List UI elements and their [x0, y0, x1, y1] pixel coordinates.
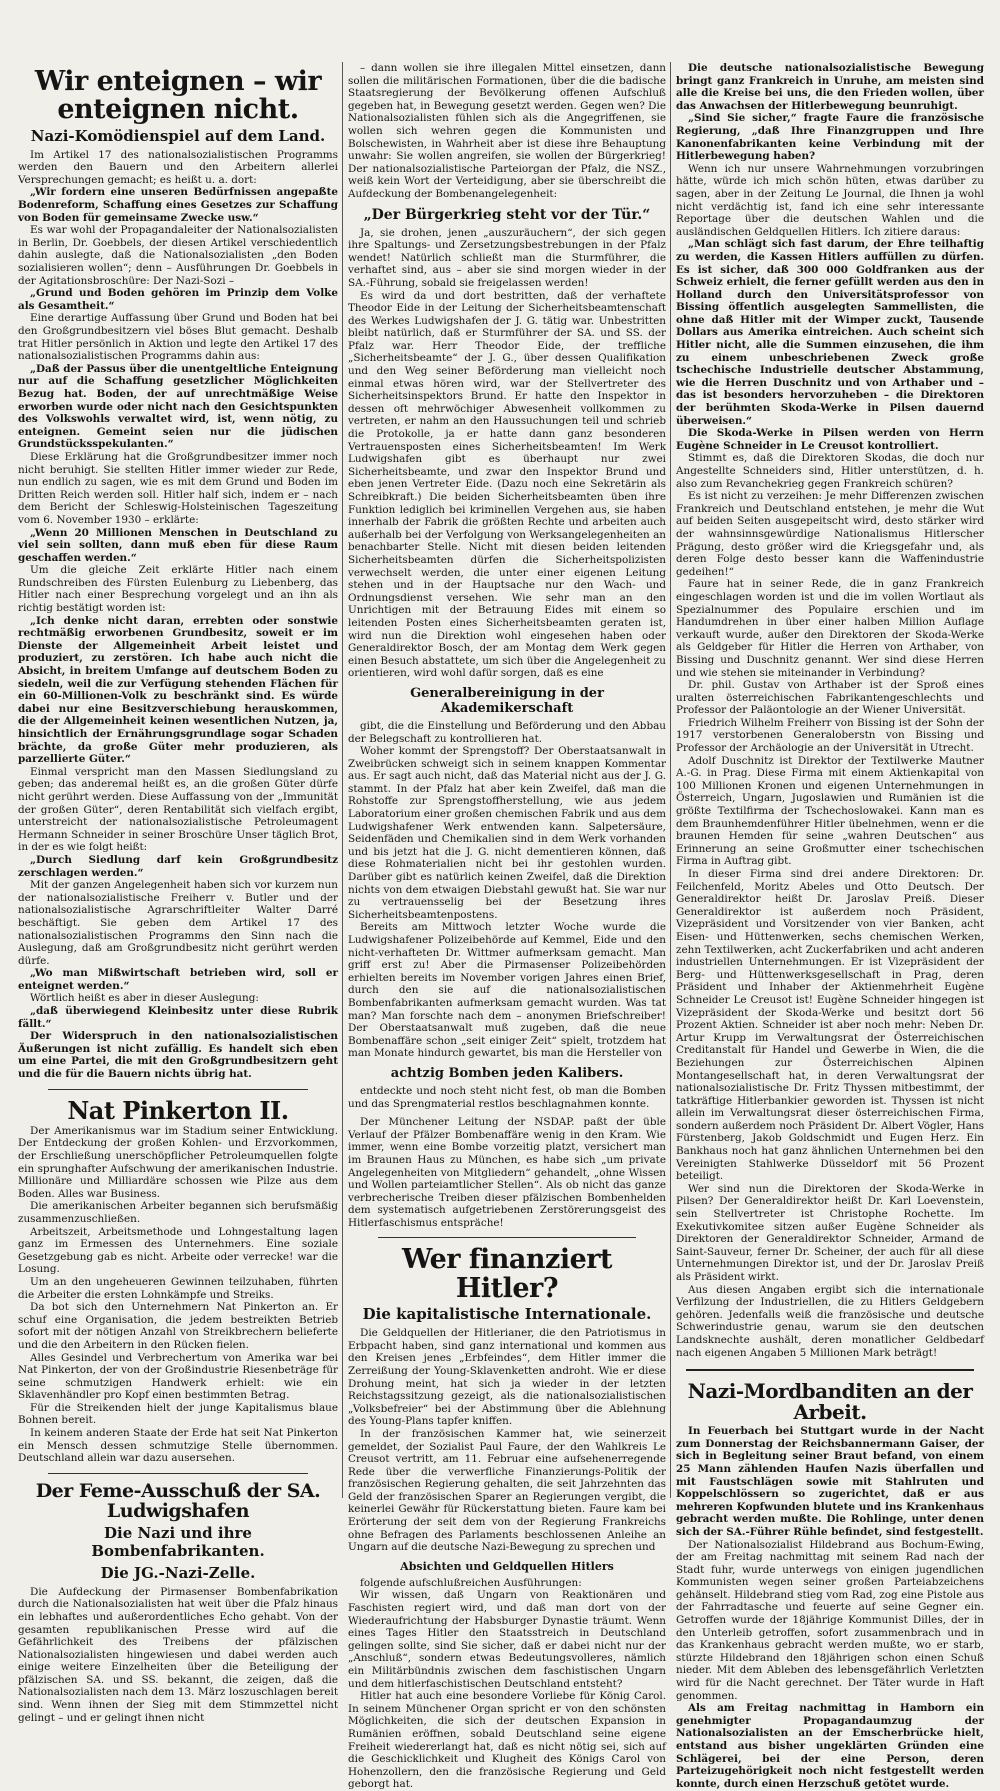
- paragraph: Adolf Duschnitz ist Direktor der Textilwerke Mautner A.-G. in Prag. Diese Firma mit einem Aktienkapital von 100 Millionen Kronen und eigenen Unternehmungen in Österreich, Ungarn, Jugoslawien und Rumänien ist die größte Textilfirma der Tschechoslowakei. Kann man es dem Braunhemdenführer Hitler übelnehmen, wenn er die braunen Hemden für seine „wahren Deutschen“ aus Erinnerung an seine Großmutter einer tschechischen Firma in Auftrag gibt.: [676, 754, 984, 868]
- quote: „daß überwiegend Kleinbesitz unter diese Rubrik fällt.“: [18, 1005, 338, 1030]
- article-subheadline: Die JG.-Nazi-Zelle.: [100, 1563, 256, 1582]
- paragraph: Für die Streikenden hielt der junge Kapitalismus blaue Bohnen bereit.: [18, 1401, 338, 1427]
- paragraph: Als am Freitag nachmittag in Hamborn ein genehmigter Propagandaumzug der Nationalsozialisten an der Emscherbrücke hielt, entstand aus bisher ungeklärten Gründen eine Schlägerei, bei der eine Person, deren Parteizugehörigkeit noch nicht festgestellt werden konnte, durch einen Herzschuß getötet wurde.: [676, 1702, 984, 1790]
- article-subheadline: Die Nazi und ihre Bombenfabrikanten.: [91, 1523, 265, 1560]
- paragraph: Die Aufdeckung der Pirmasenser Bombenfabrikation durch die Nationalsozialisten hat weit über die Pfalz hinaus ein lebhaftes und außerordentliches Echo gehabt. Von der gesamten republikanischen Presse wird auf die Gefährlichkeit des Treibens der pfälzischen Nationalsozialisten hingewiesen und dabei werden auch einige weitere Einzelheiten über die Beteiligung der pfälzischen SA. und SS. bekannt, die zeigen, daß die Nationalsozialisten nach dem 13. März loszuschlagen bereit sind. Wenn ihnen der Sieg mit dem Stimmzettel nicht gelingt – und er gelingt ihnen nicht: [18, 1585, 338, 1724]
- paragraph: Woher kommt der Sprengstoff? Der Oberstaatsanwalt in Zweibrücken schweigt sich in seinem knappen Kommentar aus. Er sagt auch nicht, daß das Material nicht aus der J. G. stammt. In der Pfalz hat aber kein Zweifel, daß man die Rohstoffe zur Sprengstoffherstellung, wie aus jedem Laboratorium einer großen chemischen Fabrik und aus dem Ludwigshafener Werk entwenden kann. Salpetersäure, Seidenfäden und Chemikalien sind in dem Werk vorhanden und bis jetzt hat die J. G. nicht dementieren können, daß diese Rohmaterialien nicht bei ihr gestohlen wurden. Darüber gibt es natürlich keinen Zweifel, daß die Direktion nichts von dem etwaigen Diebstahl gewußt hat. Sie war nur zu vertrauensselig bei der Besetzung ihres Sicherheitsbeamtenpostens.: [348, 745, 666, 921]
- paragraph: Wir wissen, daß Ungarn von Reaktionären und Faschisten regiert wird, und daß man dort von der Wiederaufrichtung der Habsburger Dynastie träumt. Wenn eines Tages Hitler den Staatsstreich in Deutschland gelingen sollte, sind Sie sicher, daß er dabei nicht nur der „Anschluß“, sondern etwas Bedeutungsvolleres, nämlich ein Militärbündnis zwischen dem faschistischen Ungarn und dem hitlerfaschistischen Deutschland entsteht?: [348, 1589, 666, 1690]
- paragraph: Der Widerspruch in den nationalsozialistischen Äußerungen ist nicht zufällig. Es handelt sich eben um eine Partei, die mit den Großgrundbesitzern geht und die für die Bauern nichts übrig hat.: [18, 1030, 338, 1081]
- paragraph: Der Nationalsozialist Hildebrand aus Bochum-Ewing, der am Freitag nachmittag mit seinem Rad nach der Stadt fuhr, wurde unterwegs von einigen jugendlichen Kommunisten wegen seiner großen Parteiabzeichens gehänselt. Hildebrand stieg vom Rad, zog eine Pistole aus der Fahrradtasche und feuerte auf seine Gegner ein. Getroffen wurde der 18jährige Kommunist Dilles, der in den Unterleib getroffen, sofort zusammenbrach und in das Krankenhaus gebracht werden mußte, wo er starb, stürzte Hildebrand den 18jährigen schon einen Schuß nieder. Mit dem Ableben des lebensgefährlich Verletzten wird für die Nacht gerechnet. Der Täter wurde in Haft genommen.: [676, 1538, 984, 1702]
- paragraph: Es war wohl der Propagandaleiter der Nationalsozialisten in Berlin, Dr. Goebbels, der diesen Artikel verschiedentlich dahin auslegte, daß die Nationalsozialisten „den Boden sozialisieren wollen“; denn – Ausführungen Dr. Goebbels in der Agitationsbroschüre: Der Nazi-Sozi –: [18, 224, 338, 287]
- paragraph: Wörtlich heißt es aber in dieser Auslegung:: [30, 992, 259, 1005]
- paragraph: Einmal verspricht man den Massen Siedlungsland zu geben; das anderemal heißt es, an die großen Güter dürfe nicht gerührt werden. Diese Auffassung von der „Immunität der großen Güter“, deren Rentabilität sich vielfach ergibt, unterstreicht der nationalsozialistische Petroleumagent Hermann Schneider in seiner Broschüre Unser täglich Brot, in der es wie folgt heißt:: [18, 765, 338, 854]
- column-3: [676, 62, 984, 1790]
- section-heading: Absichten und Geldquellen Hitlers: [400, 1559, 614, 1573]
- paragraph: Um die gleiche Zeit erklärte Hitler nach einem Rundschreiben des Fürsten Eulenburg zu Liebenberg, das Hitler nach einer Besprechung vorgelegt und an ihn als richtig bestätigt worden ist:: [18, 564, 338, 615]
- paragraph: In dieser Firma sind drei andere Direktoren: Dr. Feilchenfeld, Moritz Abeles und Otto Deutsch. Der Generaldirektor heißt Dr. Jaroslav Preiß. Dieser Generaldirektor ist außerdem noch Präsident, Vizepräsident und Vorsitzender von vier Banken, acht Eisen- und Hüttenwerken, sechs chemischen Werken, zehn Textilwerken, acht Zuckerfabriken und acht anderen industriellen Unternehmungen. Er ist Vizepräsident der Berg- und Hüttenwerksgesellschaft in Prag, deren Präsident und Inhaber der Aktienmehrheit Eugène Schneider Le Creusot ist! Eugène Schneider hingegen ist Vizepräsident der Skoda-Werke und besitzt dort 56 Prozent Aktien. Schneider ist aber noch mehr: Neben Dr. Artur Krupp im Verwaltungsrat der Österreichischen Creditanstalt für Handel und Gewerbe in Wien, die die Beziehungen zur Österreichischen Alpinen Montangesellschaft hat, in deren Verwaltungsrat der nationalsozialistische Dr. Fritz Thyssen mitbestimmt, der tatkräftige Hitlerbankier geworden ist. Thyssen ist nicht allein im Verwaltungsrat dieser österreichischen Firma, sondern außerdem noch Präsident Dr. Albert Vögler, Hans Fürstenberg, Jakob Goldschmidt und Eugen Herz. Ein Bankhaus noch hat ganz ähnlichen Unternehmen bei den Vereinigten Stahlwerke Düsseldorf mit 56 Prozent beteiligt.: [676, 868, 984, 1183]
- divider: [48, 1089, 308, 1090]
- paragraph: Aus diesen Angaben ergibt sich die internationale Verfilzung der Industriellen, die zu Hitlers Geldgebern gehören. Jedenfalls weiß die französische und deutsche Schwerindustrie genau, warum sie den deutschen Landsknechte aushält, deren monatlicher Geldbedarf nach eigenen Angaben 5 Millionen Mark beträgt!: [676, 1283, 984, 1359]
- paragraph: Stimmt es, daß die Direktoren Skodas, die doch nur Angestellte Schneiders sind, Hitler unterstützen, d. h. also zum Revanchekrieg gegen Frankreich schüren?: [676, 452, 984, 490]
- paragraph: Der Amerikanismus war im Stadium seiner Entwicklung. Der Entdeckung der großen Kohlen- und Erzvorkommen, der Erschließung unerschöpflicher Petroleumquellen folgte ein sprunghafter Aufschwung der amerikanischen Industrie. Millionäre und Milliardäre schossen wie Pilze aus dem Boden. Alles war Business.: [18, 1124, 338, 1200]
- paragraph: Da bot sich den Unternehmern Nat Pinkerton an. Er schuf eine Organisation, die jedem bestreikten Betrieb sofort mit der nötigen Anzahl von Streikbrechern belieferte und die den Arbeitern in den Rücken fielen.: [18, 1301, 338, 1351]
- paragraph: Diese Erklärung hat die Großgrundbesitzer immer noch nicht beruhigt. Sie stellten Hitler immer wieder zur Rede, nun endlich zu sagen, wie es mit dem Grund und Boden im Dritten Reich werden soll. Hitler half sich, indem er – nach dem Bericht der Schleswig-Holsteinischen Tageszeitung vom 6. November 1930 – erklärte:: [18, 450, 338, 526]
- paragraph: Wer sind nun die Direktoren der Skoda-Werke in Pilsen? Der Generaldirektor heißt Dr. Karl Loevenstein, sein Stellvertreter ist Christophe Rochette. Im Exekutivkomitee sitzen außer Eugène Schneider als Direktoren der Generaldirektor Schneider, Armand de Saint-Sauveur, ferner Dr. Scheiner, der auch für all diese Unternehmungen Direktor ist, und der Dr. Jaroslav Preiß als Präsident wirkt.: [676, 1182, 984, 1283]
- paragraph: Ja, sie drohen, jenen „auszuräuchern“, der sich gegen ihre Spaltungs- und Zersetzungsbestrebungen in der Pfalz wendet! Natürlich schließt man die Sturmführer, die verhaftet sind, aus – aber sie sind morgen wieder in der SA.-Führung, sobald sie freigelassen werden!: [348, 226, 666, 289]
- quote: „Man schlägt sich fast darum, der Ehre teilhaftig zu werden, die Kassen Hitlers auffüllen zu dürfen. Es ist sicher, daß 300 000 Goldfranken aus der Schweiz erhielt, die ferner gefüllt werden aus den in Holland durch den Universitätsprofessor von Bissing öffentlich ausgelegten Sammellisten, die ohne daß Hitler mit der Wimper zuckt, Tausende Dollars aus Amerika eintreichen. Auch scheint sich Hitler nicht, alle die Summen einzusehen, die ihm zu einem unbeschriebenen Zweck große tschechische Industrielle deutscher Abstammung, wie die Herren Duschnitz und von Arthaber und – das ist besonders hervorzuheben – die Direktoren der berühmten Skoda-Werke in Pilsen dauernd überweisen.“: [676, 238, 984, 427]
- paragraph: Im Artikel 17 des nationalsozialistischen Programms werden den Bauern und den Arbeitern allerlei Versprechungen gemacht; es heißt u. a. dort:: [18, 148, 338, 186]
- quote: „Wir fordern eine unseren Bedürfnissen angepaßte Bodenreform, Schaffung eines Gesetzes zur Schaffung von Boden für gemeinsame Zwecke usw.“: [18, 186, 338, 224]
- paragraph: Der Münchener Leitung der NSDAP. paßt der üble Verlauf der Pfälzer Bombenaffäre wenig in den Kram. Wie immer, wenn eine Bombe vorzeitig platzt, versichert man im Braunen Haus zu München, es habe sich „um private Angelegenheiten von Mitgliedern“ gehandelt, „ohne Wissen und Wollen parteiamtlicher Stellen“. Als ob nicht das ganze verbrecherische Treiben dieser pfälzischen Bombenhelden dem systematisch aufgetriebenen Zerstörerungsgeist des Hitlerfaschismus entspräche!: [348, 1116, 666, 1229]
- paragraph: Dr. phil. Gustav von Arthaber ist der Sproß eines uralten österreichischen Fabrikantengeschlechts und Professor der Paläontologie an der Wiener Universität.: [676, 679, 984, 717]
- paragraph: Es wird da und dort bestritten, daß der verhaftete Theodor Eide in der Leitung der Sicherheitsbeamtenschaft des Werkes Ludwigshafen der J. G. tätig war. Unbestritten bleibt natürlich, daß er Sturmführer der SA. und SS. der Pfalz war. Herr Theodor Eide, der treffliche „Sicherheitsbeamte“ der J. G., über dessen Qualifikation und den Weg seiner Beförderung man vielleicht noch einmal etwas hören wird, war der Stellvertreter des Sicherheitsinspektors Brund. Er hatte den Inspektor in dessen oft mehrwöchiger Abwesenheit vollkommen zu vertreten, er nahm an den Haussuchungen teil und schrieb die Protokolle, ja er hatte dann ganz besonderen Vertrauensposten eines Sicherheitsbeamten! Im Werk Ludwigshafen gibt es überhaupt nur zwei Sicherheitsbeamte, und zwar den Inspektor Brund und eben jenen Vertreter Eide. (Dazu noch eine Sekretärin als Schreibkraft.) Die beiden Sicherheitsbeamten üben ihre Funktion lediglich bei kriminellen Vergehen aus, sie haben innerhalb der Fabrik die größten Rechte und arbeiten auch außerhalb bei der Verfolgung von Werksangelegenheiten an benachbarter Stelle. Nicht mit diesen beiden leitenden Sicherheitsbeamten dürfen die Sicherheitspolizisten verwechselt werden, die unter einer eigenen Leitung stehen und in der Hauptsache nur den Wach- und Ordnungsdienst versehen. Wie sehr man an den Unrichtigen mit der Betrauung Eides mit einem so leitenden Posten eines Sicherheitsbeamten geraten ist, wird nun die Direktion wohl eingesehen haben oder Generaldirektor Bosch, der am Montag dem Werk gegen einen Besuch abstattete, um sich über die Angelegenheit zu orientieren, wird wohl dafür sorgen, daß es eine: [348, 289, 666, 680]
- paragraph: Es ist nicht zu verzeihen: Je mehr Differenzen zwischen Frankreich und Deutschland entstehen, je mehr die Wut auf beiden Seiten ausgepeitscht wird, desto stärker wird der wahnsinnsgewürdige Nationalismus Hitlerscher Prägung, desto größer wird die Kriegsgefahr und, als deren Folge desto besser kann die Waffenindustrie gedeihen!“: [676, 490, 984, 578]
- quote: „Durch Siedlung darf kein Großgrundbesitz zerschlagen werden.“: [18, 853, 338, 879]
- article-headline: Der Feme-Ausschuß der SA. Ludwigshafen: [35, 1479, 321, 1522]
- divider: [48, 1473, 308, 1474]
- quote: „Daß der Passus über die unentgeltliche Enteignung nur auf die Schaffung gesetzlicher Möglichkeiten Bezug hat. Boden, der auf unrechtmäßige Weise erworben wurde oder nicht nach den Gesichtspunkten des Volkswohls verwaltet wird, ist, wenn nötig, zu enteignen. Gemeint seien nur die jüdischen Grundstücksspekulanten.“: [18, 362, 338, 451]
- paragraph: – dann wollen sie ihre illegalen Mittel einsetzen, dann sollen die militärischen Formationen, über die die badische Staatsregierung der Bevölkerung offenen Aufschluß gegeben hat, in Bewegung gesetzt werden. Gegen wen? Die Nationalsozialisten fühlen sich als die Angegriffenen, sie wollen sich wehren gegen die Kommunisten und Bolschewisten, in Wahrheit aber ist diese ihre Behauptung unwahr: Sie wollen angreifen, sie wollen der Bürgerkrieg! Der nationalsozialistische Parteiorgan der Pfalz, die NSZ., weiß kein Wort der Verteidigung, aber sie überschreibt die Aufdeckung der Bombenangelegenheit:: [348, 62, 666, 200]
- paragraph: entdeckte und noch steht nicht fest, ob man die Bomben und das Sprengmaterial restlos beschlagnahmen konnte.: [348, 1084, 666, 1110]
- paragraph: Die deutsche nationalsozialistische Bewegung bringt ganz Frankreich in Unruhe, am meisten sind alle die Kreise bei uns, die den Frieden wollen, über das Anwachsen der Hitlerbewegung beunruhigt.: [676, 62, 984, 112]
- column-1: [18, 62, 338, 1724]
- paragraph: Arbeitszeit, Arbeitsmethode und Lohngestaltung lagen ganz im Ermessen des Unternehmers. Eine soziale Gesetzgebung gab es nicht. Arbeite oder verrecke! war die Losung.: [18, 1225, 338, 1276]
- paragraph: folgende aufschlußreichen Ausführungen:: [360, 1576, 582, 1589]
- article-subheadline: Nazi-Komödienspiel auf dem Land.: [30, 126, 326, 145]
- quote: „Sind Sie sicher,“ fragte Faure die französische Regierung, „daß Ihre Finanzgruppen und Ihre Kanonenfabrikanten keine Verbindung mit der Hitlerbewegung haben?: [676, 112, 984, 163]
- column-rule: [342, 62, 343, 1498]
- article-headline: Wer finanziert Hitler?: [401, 1244, 612, 1304]
- paragraph: In Feuerbach bei Stuttgart wurde in der Nacht zum Donnerstag der Reichsbannermann Gaiser, der sich in Begleitung seiner Braut befand, von einem 25 Mann zählenden Haufen Nazis überfallen und mit Faustschlägen sowie mit Stahlruten und Koppelschlössern so zugerichtet, daß er aus mehreren Kopfwunden blutete und ins Krankenhaus gebracht werden mußte. Die Rohlinge, unter denen sich der SA.-Führer Rühle befindet, sind festgestellt.: [676, 1425, 984, 1538]
- quote: „Wenn 20 Millionen Menschen in Deutschland zu viel sein sollten, dann muß eben für diese Raum geschaffen werden.“: [18, 526, 338, 564]
- paragraph: In keinem anderen Staate der Erde hat seit Nat Pinkerton ein Mensch dessen schmutzige Stelle übernommen. Deutschland allein war dazu ausersehen.: [18, 1427, 338, 1465]
- paragraph: Die Geldquellen der Hitlerianer, die den Patriotismus in Erbpacht haben, sind ganz international und kommen aus den Kreisen jenes „Erbfeindes“, dem Hitler immer die Zerreißung der Young-Sklavenketten androht. Wie er diese Drohung meint, hat sich ja wieder in der letzten Reichstagssitzung gezeigt, als die nationalsozialistischen „Volksbefreier“ bei der Abstimmung über die Ablehnung des Young-Plans tapfer kniffen.: [348, 1327, 666, 1428]
- paragraph: Wenn ich nur unsere Wahrnehmungen vorzubringen hätte, würde ich mich schön hüten, etwas darüber zu sagen, aber in der Zeitung Le Journal, die Ihnen ja wohl nicht verdächtig ist, fand ich eine sehr interessante Reportage über die deutschen Wahlen und die ausländischen Geldquellen Hitlers. Ich zitiere daraus:: [676, 162, 984, 238]
- article-headline: Nazi-Mordbanditen an der Arbeit.: [687, 1379, 973, 1425]
- article-headline: Wir enteignen – wir enteignen nicht.: [34, 66, 322, 126]
- divider: [378, 1237, 636, 1238]
- divider: [686, 1369, 974, 1371]
- section-heading: „Der Bürgerkrieg steht vor der Tür.“: [363, 206, 651, 223]
- quote: „Wo man Mißwirtschaft betrieben wird, soll er enteignet werden.“: [18, 967, 338, 992]
- paragraph: Um an den ungeheueren Gewinnen teilzuhaben, führten die Arbeiter die ersten Lohnkämpfe und Streiks.: [18, 1275, 338, 1301]
- paragraph: gibt, die die Einstellung und Beförderung und den Abbau der Belegschaft zu kontrollieren hat.: [348, 719, 666, 745]
- paragraph: Faure hat in seiner Rede, die in ganz Frankreich eingeschlagen worden ist und die im vollen Wortlaut als Spezialnummer des Populaire erschien und im Handumdrehen in über einer halben Million Auflage verkauft wurde, außer den Direktoren der Skoda-Werke als Geldgeber für Hitler die Herren von Arthaber, von Bissing und Duschnitz genannt. Wer sind diese Herren und wie stehen sie miteinander in Verbindung?: [676, 578, 984, 679]
- column-rule: [670, 62, 671, 1498]
- paragraph: Alles Gesindel und Verbrechertum von Amerika war bei Nat Pinkerton, der von der Großindustrie Riesenbeträge für seine schmutzigen Handwerk erhielt: wie ein Sklavenhändler pro Kopf einen bestimmten Betrag.: [18, 1351, 338, 1402]
- quote: „Ich denke nicht daran, errebten oder sonstwie rechtmäßig erworbenen Grundbesitz, soweit er im Dienste der Allgemeinheit Arbeit leistet und produziert, zu zerstören. Ich habe auch nicht die Absicht, in breitem Umfange auf deutschem Boden zu siedeln, weil die zur Verfügung stehenden Flächen für ein 60-Millionen-Volk zu beschränkt sind. Es würde dabei nur eine Besitzverschiebung herauskommen, die der Allgemeinheit keinen wesentlichen Nutzen, ja, hinsichtlich der Ernährungsgrundlage sogar Schaden brächte, da große Güter mehr produzieren, als parzellierte Güter.“: [18, 614, 338, 766]
- section-heading: achtzig Bomben jeden Kalibers.: [390, 1065, 624, 1081]
- quote: „Grund und Boden gehören im Prinzip dem Volke als Gesamtheit.“: [18, 287, 338, 312]
- paragraph: Bereits am Mittwoch letzter Woche wurde die Ludwigshafener Polizeibehörde auf Kemmel, Eide und den nicht-verhafteten Dr. Wittmer aufmerksam gemacht. Man griff erst zu! Aber die Pirmasenser Polizeibehörden erhielten bereits im November vorigen Jahres einen Brief, durch den sie auf die nationalsozialistischen Bombenfabrikanten aufmerksam gemacht wurden. Was tat man? Man forschte nach dem – anonymen Briefschreiber! Der Oberstaatsanwalt muß zugeben, daß die neue Bombenaffäre schon „seit einiger Zeit“ spielt, trotzdem hat man Monate hindurch gewartet, bis man die Hersteller von: [348, 921, 666, 1060]
- section-heading: Generalbereinigung in der Akademikerschaft: [410, 685, 604, 716]
- paragraph: In der französischen Kammer hat, wie seinerzeit gemeldet, der Sozialist Paul Faure, der den Wahlkreis Le Creusot vertritt, am 11. Februar eine aufsehenerregende Rede über die verwerfliche Finanzierungs-Politik der französischen Regierung gehalten, die seit Jahrzehnten das Geld der französischen Sparer an Regierungen vergibt, die keinerlei Gewähr für Rückerstattung bieten. Faure kam bei Erörterung der seit dem von der Regierung Frankreichs ohne Befragen des Parlaments beschlossenen Anleihe an Ungarn auf die deutsche Nazi-Bewegung zu sprechen und: [348, 1427, 666, 1554]
- article-subheadline: Die kapitalistische Internationale.: [362, 1305, 652, 1324]
- paragraph: Mit der ganzen Angelegenheit haben sich vor kurzem nun der nationalsozialistische Freiherr v. Butler und der nationalsozialistische Agrarschriftleiter Walter Darré beschäftigt. Sie geben dem Artikel 17 des nationalsozialistischen Programms den Sinn nach die Auslegung, daß am Großgrundbesitz nicht gerührt werden dürfe.: [18, 879, 338, 967]
- paragraph: Eine derartige Auffassung über Grund und Boden hat bei den Großgrundbesitzern viel böses Blut gemacht. Deshalb trat Hitler persönlich in Aktion und legte den Artikel 17 des nationalsozialistischen Programms dahin aus:: [18, 312, 338, 363]
- paragraph: Friedrich Wilhelm Freiherr von Bissing ist der Sohn der 1917 verstorbenen Generaloberstn von Bissing und Professor der Archäologie an der Universität in Utrecht.: [676, 716, 984, 755]
- paragraph: Hitler hat auch eine besondere Vorliebe für König Carol. In seinem Münchener Organ spricht er von den schönsten Möglichkeiten, die sich der deutschen Expansion in Rumänien eröffnen, sobald Deutschland seine eigene Freiheit wiedererlangt hat, daß es nicht nötig sei, sich auf die Geschicklichkeit und Klugheit des Königs Carol von Hohenzollern, den die französische Regierung und Geld geborgt hat.: [348, 1690, 666, 1791]
- paragraph: Die amerikanischen Arbeiter begannen sich berufsmäßig zusammenzuschließen.: [18, 1200, 338, 1225]
- article-headline: Nat Pinkerton II.: [67, 1095, 289, 1125]
- paragraph: Die Skoda-Werke in Pilsen werden von Herrn Eugène Schneider in Le Creusot kontrolliert.: [676, 427, 984, 452]
- column-2: [348, 62, 666, 1791]
